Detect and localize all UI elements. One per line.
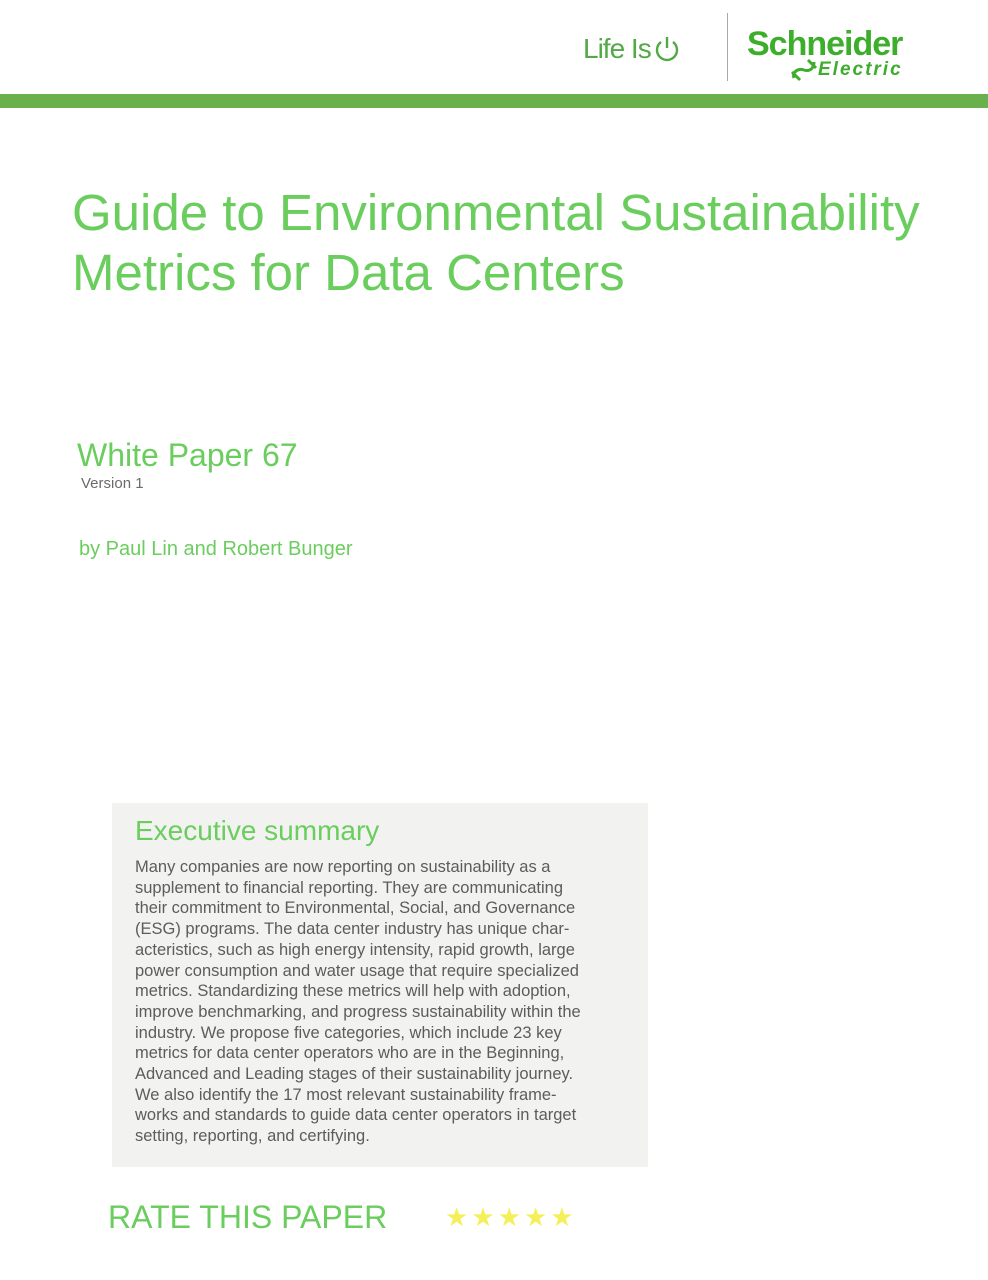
tagline — [583, 29, 681, 69]
summary-line: We also identify the 17 most relevant sustainability frame- — [135, 1085, 557, 1104]
star-icon[interactable]: ★ — [471, 1202, 495, 1232]
summary-line: metrics. Standardizing these metrics will help with adoption, — [135, 982, 571, 1001]
star-icon[interactable]: ★ — [523, 1202, 548, 1232]
logo-divider — [727, 13, 728, 81]
summary-line: acteristics, such as high energy intensity, rapid growth, large — [135, 940, 575, 959]
summary-line: (ESG) programs. The data center industry has unique char- — [135, 920, 570, 939]
star-rating — [445, 1204, 574, 1230]
summary-line: their commitment to Environmental, Social, and Governance — [135, 899, 576, 918]
title-line-2: Metrics for Data Centers — [72, 244, 625, 301]
version-label: Version 1 — [81, 475, 144, 492]
brand-sub: Electric — [818, 59, 903, 80]
summary-heading: Executive summary — [135, 815, 380, 846]
summary-line: supplement to financial reporting. They are communicating — [135, 878, 564, 897]
page-title — [72, 183, 972, 303]
rate-this-paper-label: RATE THIS PAPER — [108, 1199, 388, 1235]
header-accent-bar — [0, 94, 988, 108]
summary-line: works and standards to guide data center operators in target — [135, 1106, 577, 1125]
executive-summary-box — [112, 803, 648, 1167]
star-icon[interactable]: ★ — [445, 1202, 469, 1232]
summary-line: Many companies are now reporting on sustainability as a — [135, 858, 551, 876]
power-icon — [653, 34, 681, 64]
authors: by Paul Lin and Robert Bunger — [79, 538, 353, 560]
summary-line: industry. We propose five categories, which include 23 key — [135, 1023, 562, 1042]
brand-logo-icon — [790, 58, 818, 82]
brand-name: Schneider — [747, 25, 903, 63]
summary-line: power consumption and water usage that require specialized — [135, 961, 579, 980]
summary-line: metrics for data center operators who are in the Beginning, — [135, 1044, 565, 1063]
title-line-1: Guide to Environmental Sustainability — [72, 184, 920, 241]
summary-line: setting, reporting, and certifying. — [135, 1127, 370, 1146]
star-icon[interactable]: ★ — [550, 1202, 574, 1232]
tagline-text: Life Is — [583, 33, 651, 64]
paper-number: White Paper 67 — [77, 437, 298, 473]
star-icon[interactable]: ★ — [497, 1202, 521, 1232]
summary-text — [135, 857, 627, 1147]
summary-line: improve benchmarking, and progress sustainability within the — [135, 1002, 581, 1021]
summary-line: Advanced and Leading stages of their sustainability journey. — [135, 1065, 574, 1084]
